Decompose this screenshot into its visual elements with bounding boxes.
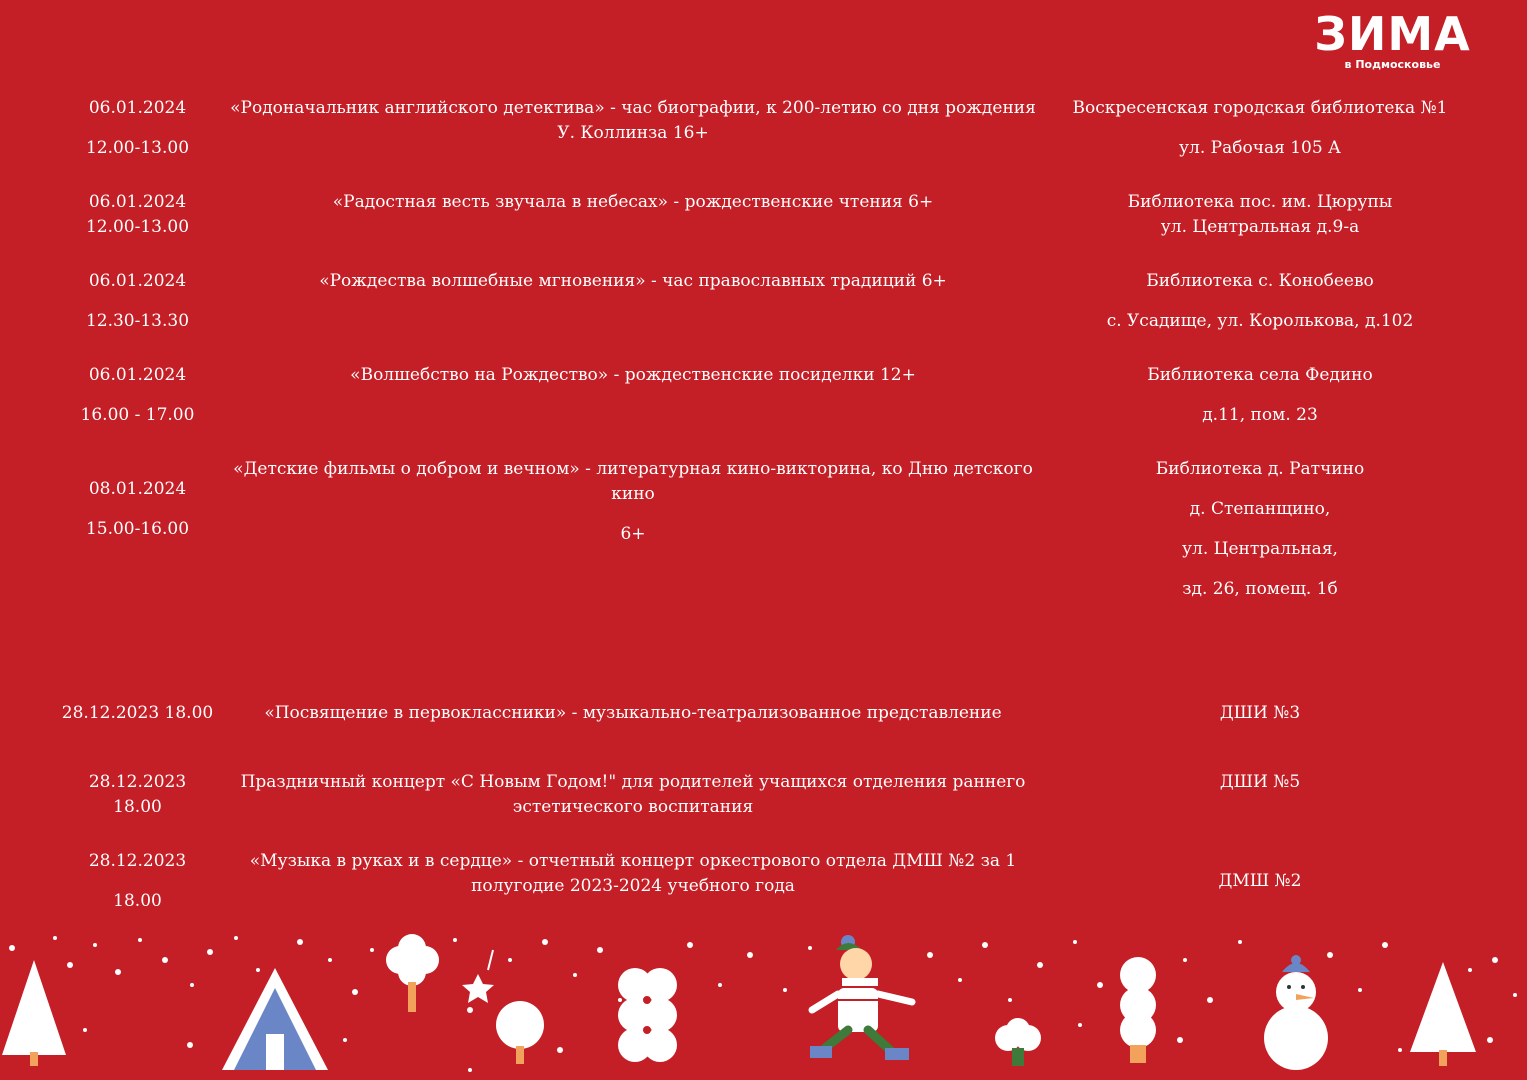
- event-date: 08.01.2024: [88, 479, 187, 499]
- event-date: 06.01.2024: [88, 271, 187, 291]
- stacked-tree-icon: [618, 968, 677, 1062]
- event-time: 12.30-13.30: [85, 311, 190, 331]
- event-time: 15.00-16.00: [85, 519, 190, 539]
- zima-logo: [1300, 7, 1485, 76]
- event-date-cell: [40, 849, 235, 914]
- snowman-icon: [1264, 955, 1328, 1070]
- event-title-line: «Рождества волшебные мгновения» - час православных традиций 6+: [319, 271, 947, 291]
- event-title-line: полугодие 2023-2024 учебного года: [471, 876, 795, 896]
- event-title-cell: [228, 363, 1038, 388]
- event-title-line: «Посвящение в первоклассники» - музыкально-театрализованное представление: [264, 703, 1002, 723]
- event-place-cell: [1060, 701, 1460, 726]
- event-date-cell: [40, 363, 235, 428]
- event-place-line: ДШИ №5: [1219, 772, 1301, 792]
- house-icon: [222, 968, 328, 1070]
- event-date: 06.01.2024: [88, 365, 187, 385]
- event-place-line: Библиотека д. Ратчино: [1155, 459, 1365, 479]
- event-place-cell: [1060, 96, 1460, 161]
- event-place-cell: [1060, 770, 1460, 795]
- event-place-cell: [1060, 363, 1460, 428]
- event-title-line: «Радостная весть звучала в небесах» - рождественские чтения 6+: [332, 192, 934, 212]
- event-place-line: с. Усадище, ул. Королькова, д.102: [1106, 311, 1414, 331]
- small-tree-icon: [386, 934, 439, 1012]
- event-date: 28.12.2023: [88, 851, 187, 871]
- event-date-cell: [40, 477, 235, 542]
- event-place-line: Библиотека пос. им. Цюрупы: [1127, 192, 1393, 212]
- event-date: 28.12.2023: [88, 772, 187, 792]
- event-time: 18.00: [113, 891, 162, 911]
- skater-icon: [810, 935, 912, 1060]
- event-date-cell: [40, 701, 235, 726]
- event-date-cell: [40, 96, 235, 161]
- event-time: 16.00 - 17.00: [80, 405, 195, 425]
- event-time: 12.00-13.00: [85, 217, 190, 237]
- logo-title: ЗИМА: [1314, 7, 1471, 61]
- event-title-line: «Родоначальник английского детектива» - час биографии, к 200-летию со дня рождения: [230, 98, 1036, 118]
- event-place-line: ДШИ №3: [1219, 703, 1301, 723]
- event-place-line: ул. Центральная д.9-а: [1160, 217, 1360, 237]
- tree-left-icon: [2, 960, 66, 1066]
- event-date: 06.01.2024: [88, 192, 187, 212]
- star-icon: [462, 950, 494, 1003]
- event-title-cell: [228, 701, 1038, 726]
- event-place-cell: [1060, 869, 1460, 894]
- event-place-cell: [1060, 457, 1460, 602]
- event-place-line: Воскресенская городская библиотека №1: [1072, 98, 1448, 118]
- event-place-line: ул. Рабочая 105 А: [1179, 138, 1341, 158]
- event-title-line: «Волшебство на Рождество» - рождественские посиделки 12+: [350, 365, 916, 385]
- event-place-cell: [1060, 269, 1460, 334]
- event-date-cell: [40, 190, 235, 240]
- logo-subtitle: в Подмосковье: [1344, 58, 1441, 71]
- event-place-line: зд. 26, помещ. 1б: [1182, 579, 1338, 599]
- event-date: 06.01.2024: [88, 98, 187, 118]
- event-title-line: «Музыка в руках и в сердце» - отчетный концерт оркестрового отдела ДМШ №2 за 1: [249, 851, 1017, 871]
- event-title-line: Праздничный концерт «С Новым Годом!" для родителей учащихся отделения раннего: [240, 772, 1026, 792]
- event-title-line: У. Коллинза 16+: [557, 123, 709, 143]
- event-title-line: «Детские фильмы о добром и вечном» - литературная кино-викторина, ко Дню детского: [233, 459, 1033, 479]
- event-place-cell: [1060, 190, 1460, 240]
- event-title-cell: [228, 457, 1038, 547]
- tree-right-icon: [1410, 962, 1476, 1066]
- event-place-line: д.11, пом. 23: [1202, 405, 1318, 425]
- winter-scene-illustration: [0, 930, 1527, 1080]
- event-date-cell: [40, 770, 235, 820]
- event-date-cell: [40, 269, 235, 334]
- event-date: 28.12.2023 18.00: [61, 703, 214, 723]
- event-place-line: ул. Центральная,: [1182, 539, 1338, 559]
- event-place-line: д. Степанщино,: [1189, 499, 1331, 519]
- event-title-cell: [228, 96, 1038, 146]
- event-time: 18.00: [113, 797, 162, 817]
- event-title-cell: [228, 190, 1038, 215]
- event-title-line: кино: [611, 484, 655, 504]
- event-time: 12.00-13.00: [85, 138, 190, 158]
- event-title-line: 6+: [620, 524, 646, 544]
- event-title-cell: [228, 770, 1038, 820]
- round-tree-icon: [496, 1001, 544, 1064]
- event-place-line: Библиотека села Федино: [1147, 365, 1373, 385]
- event-place-line: Библиотека с. Конобеево: [1146, 271, 1374, 291]
- small-bush-icon: [995, 1018, 1041, 1066]
- event-title-line: эстетического воспитания: [512, 797, 754, 817]
- event-title-cell: [228, 269, 1038, 294]
- tall-stacked-tree-icon: [1120, 957, 1156, 1063]
- event-title-cell: [228, 849, 1038, 899]
- event-place-line: ДМШ №2: [1218, 871, 1302, 891]
